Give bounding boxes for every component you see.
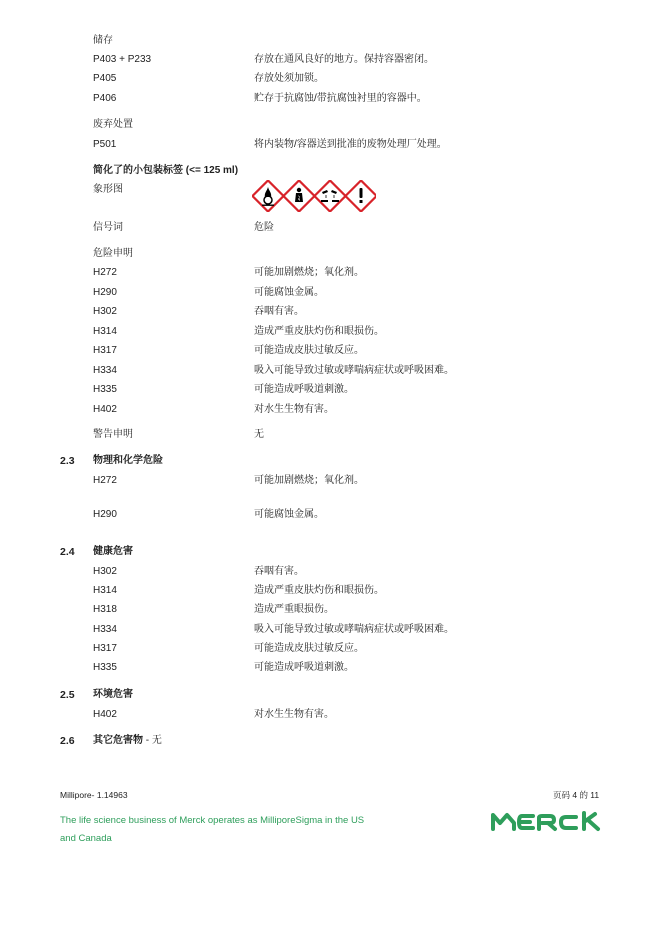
statement: 贮存于抗腐蚀/带抗腐蚀衬里的容器中。 [254,93,427,104]
statement: 造成严重皮肤灼伤和眼损伤。 [254,585,384,596]
code: H317 [93,345,117,356]
merck-logo [490,810,616,832]
statement: 可能造成皮肤过敏反应。 [254,345,364,356]
section-title: 物理和化学危险 [93,455,163,466]
section-title: 环境危害 [93,689,133,700]
code: P405 [93,73,117,84]
code: H302 [93,566,117,577]
code: H335 [93,662,117,673]
flame-over-circle-icon [252,180,283,211]
corrosion-icon [314,180,345,211]
statement: 吞咽有害。 [254,566,304,577]
statement: 存放处须加锁。 [254,73,324,84]
precautionary-label: 警告申明 [93,429,133,440]
statement: 可能造成皮肤过敏反应。 [254,643,364,654]
statement: 存放在通风良好的地方。保持容器密闭。 [254,54,434,65]
statement: 吞咽有害。 [254,306,304,317]
code: H402 [93,404,117,415]
footer-tagline-line2: and Canada [60,833,112,844]
disposal-heading: 废弃处置 [93,119,133,130]
code: H402 [93,709,117,720]
statement: 造成严重皮肤灼伤和眼损伤。 [254,326,384,337]
statement: 吸入可能导致过敏或哮喘病症状或呼吸困难。 [254,624,454,635]
section-title: 其它危害物 [93,735,143,746]
statement: 可能造成呼吸道刺激。 [254,384,354,395]
section-number: 2.4 [60,546,75,558]
code: H290 [93,287,117,298]
code: H290 [93,509,117,520]
code: H334 [93,624,117,635]
statement: 将内装物/容器送到批准的废物处理厂处理。 [254,139,447,150]
statement: 造成严重眼损伤。 [254,604,334,615]
statement: 可能加剧燃烧；氧化剂。 [254,267,364,278]
code: H335 [93,384,117,395]
section-number: 2.5 [60,689,75,701]
section-suffix: - 无 [143,735,162,746]
storage-heading: 储存 [93,35,113,46]
precautionary-value: 无 [254,429,264,440]
code: H302 [93,306,117,317]
footer-tagline-line1: The life science business of Merck operates as MilliporeSigma in the US [60,815,365,826]
footer-product: Millipore- 1.14963 [60,790,128,800]
exclamation-icon [345,180,376,211]
statement: 可能造成呼吸道刺激。 [254,662,354,673]
statement: 吸入可能导致过敏或哮喘病症状或呼吸困难。 [254,365,454,376]
statement: 可能腐蚀金属。 [254,287,324,298]
small-label-heading: 简化了的小包装标签 (<= 125 ml) [93,165,239,176]
code: H318 [93,604,117,615]
hazard-statements-heading: 危险申明 [93,248,133,259]
code: H317 [93,643,117,654]
footer-page: 页码 4 的 11 [553,790,600,800]
statement: 可能加剧燃烧；氧化剂。 [254,475,364,486]
statement: 对水生生物有害。 [254,709,334,720]
code: H314 [93,326,117,337]
pictogram-label: 象形图 [93,184,123,195]
code: H314 [93,585,117,596]
section-number: 2.3 [60,455,75,467]
code: P406 [93,93,117,104]
section-number: 2.6 [60,735,75,747]
statement: 可能腐蚀金属。 [254,509,324,520]
section-title-line [93,735,162,747]
signal-word-label: 信号词 [93,222,123,233]
code: P403 + P233 [93,54,152,65]
signal-word-value: 危险 [254,222,274,233]
section-title: 健康危害 [93,546,133,557]
health-hazard-icon [283,180,314,211]
statement: 对水生生物有害。 [254,404,334,415]
code: P501 [93,139,117,150]
code: H334 [93,365,117,376]
code: H272 [93,267,117,278]
code: H272 [93,475,117,486]
ghs-pictograms [252,180,376,212]
